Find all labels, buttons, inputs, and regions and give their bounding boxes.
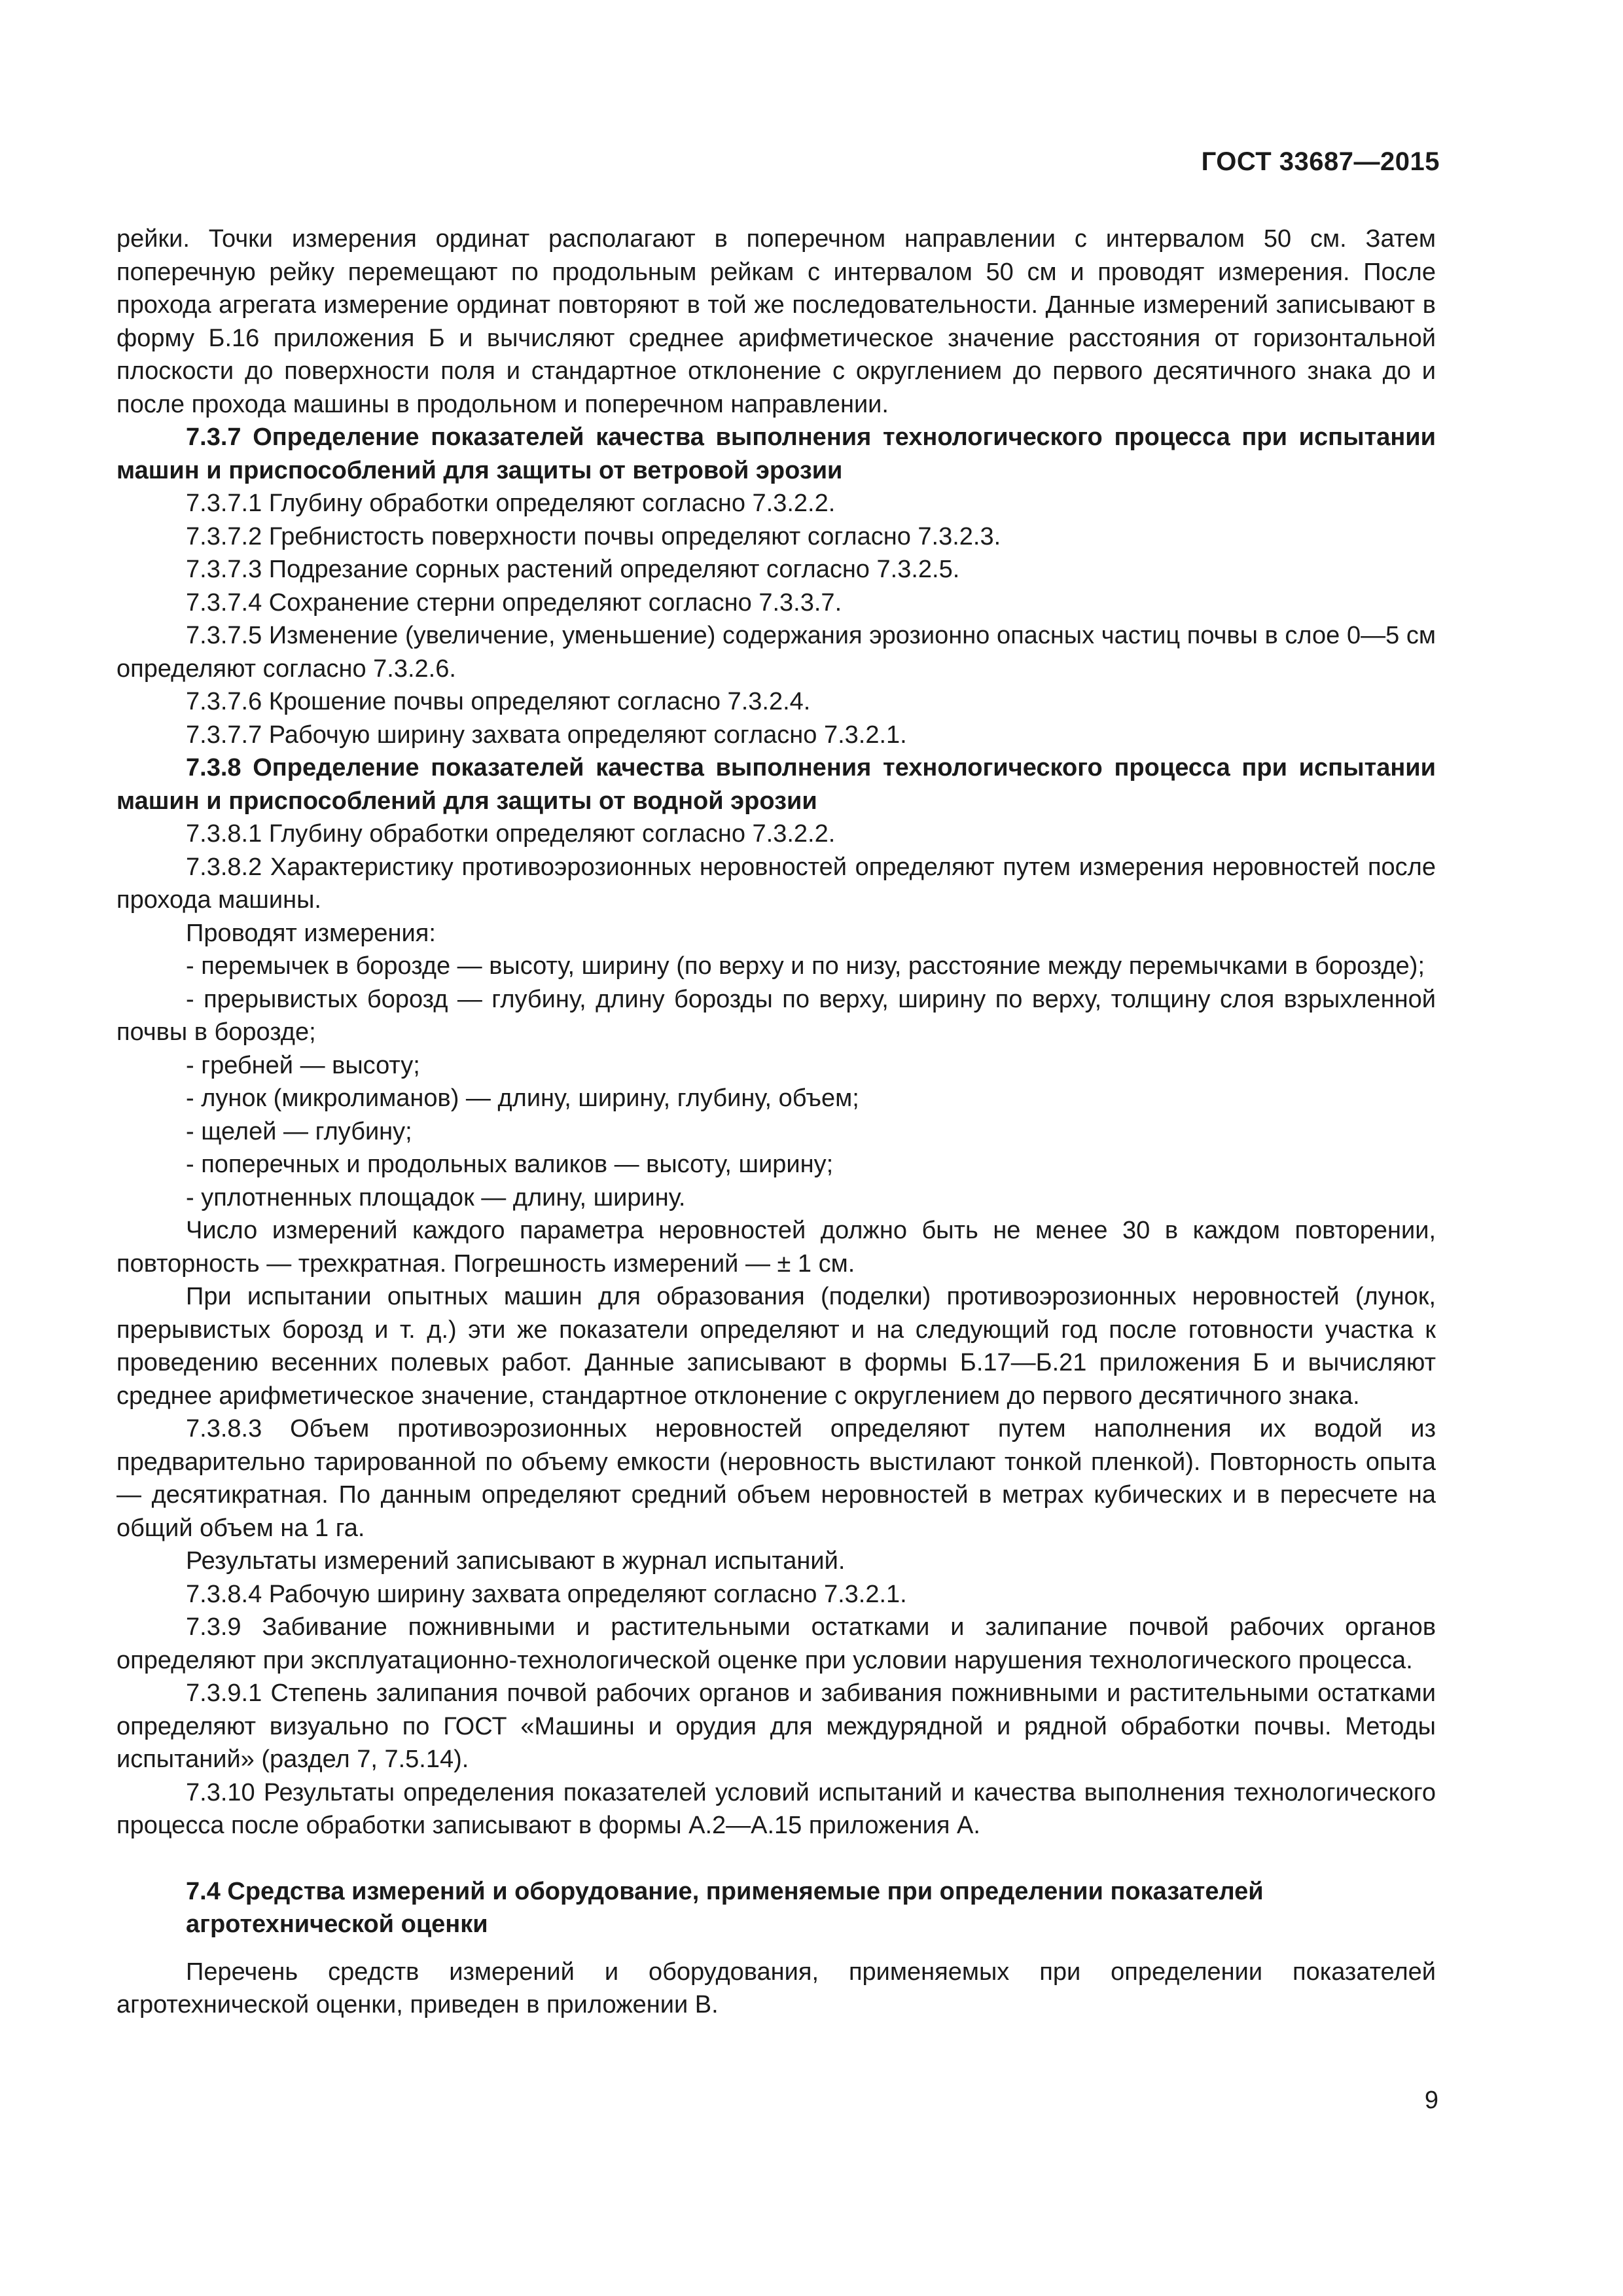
paragraph: 7.3.8.4 Рабочую ширину захвата определяют согласно 7.3.2.1. (186, 1580, 907, 1608)
paragraph: Проводят измерения: (186, 919, 436, 947)
paragraph: 7.3.7.3 Подрезание сорных растений определяют согласно 7.3.2.5. (186, 556, 960, 583)
standard-header: ГОСТ 33687—2015 (1201, 147, 1440, 176)
paragraph: 7.3.10 Результаты определения показателей условий испытаний и качества выполнения технологического процесса после обработки записывают в формы А.2—А.15 приложения А. (116, 1778, 1436, 1839)
paragraph: Результаты измерений записывают в журнал испытаний. (186, 1547, 846, 1575)
paragraph: 7.3.8.2 Характеристику противоэрозионных неровностей определяют путем измерения неровностей после прохода машины. (116, 853, 1436, 914)
list-item: - перемычек в борозде — высоту, ширину (по верху и по низу, расстояние между перемычками в борозде); (186, 952, 1425, 980)
paragraph: 7.3.8.3 Объем противоэрозионных неровностей определяют путем наполнения их водой из предварительно тарированной по объему емкости (неровность выстилают тонкой пленкой). Повторность опыта — десятикратная. По данным определяют средний объем неровностей в метрах кубических и в пересчете на общий объем на 1 га. (116, 1415, 1436, 1542)
list-item: - уплотненных площадок — длину, ширину. (186, 1183, 686, 1211)
page-number: 9 (1424, 2087, 1438, 2114)
list-item: - лунок (микролиманов) — длину, ширину, глубину, объем; (186, 1085, 859, 1112)
list-item: - гребней — высоту; (186, 1051, 420, 1079)
paragraph: 7.3.7.7 Рабочую ширину захвата определяют согласно 7.3.2.1. (186, 721, 907, 749)
section-heading-7-4: 7.4 Средства измерений и оборудование, применяемые при определении показателей агротехнической оценки (186, 1877, 1264, 1938)
paragraph: 7.3.9.1 Степень залипания почвой рабочих органов и забивания пожнивными и растительными остатками определяют визуально по ГОСТ «Машины и орудия для междурядной и рядной обработки почвы. Методы испытаний» (раздел 7, 7.5.14). (116, 1679, 1436, 1773)
section-heading-7-3-8: 7.3.8 Определение показателей качества выполнения технологического процесса при испытании машин и приспособлений для защиты от водной эрозии (116, 754, 1436, 815)
section-heading-7-3-7: 7.3.7 Определение показателей качества выполнения технологического процесса при испытании машин и приспособлений для защиты от ветровой эрозии (116, 423, 1436, 484)
paragraph: 7.3.9 Забивание пожнивными и растительными остатками и залипание почвой рабочих органов определяют при эксплуатационно-технологической оценке при условии нарушения технологического процесса. (116, 1613, 1436, 1674)
paragraph: 7.3.7.4 Сохранение стерни определяют согласно 7.3.3.7. (186, 588, 842, 617)
paragraph: 7.3.7.6 Крошение почвы определяют согласно 7.3.2.4. (186, 688, 811, 715)
paragraph: 7.3.7.2 Гребнистость поверхности почвы определяют согласно 7.3.2.3. (186, 522, 1001, 550)
list-item: - щелей — глубину; (186, 1117, 412, 1145)
paragraph: 7.3.7.1 Глубину обработки определяют согласно 7.3.2.2. (186, 490, 836, 517)
document-body (116, 223, 1436, 2022)
paragraph: рейки. Точки измерения ординат располагают в поперечном направлении с интервалом 50 см. Затем поперечную рейку перемещают по продольным рейкам с интервалом 50 см и проводят измерения. После прохода агрегата измерение ординат повторяют в той же последовательности. Данные измерений записывают в форму Б.16 приложения Б и вычисляют среднее арифметическое значение расстояния от горизонтальной плоскости до поверхности поля и стандартное отклонение с округлением до первого десятичного знака до и после прохода машины в продольном и поперечном направлении. (116, 225, 1436, 418)
paragraph: Перечень средств измерений и оборудования, применяемых при определении показателей агротехнической оценки, приведен в приложении В. (116, 1958, 1436, 2018)
list-item: - поперечных и продольных валиков — высоту, ширину; (186, 1151, 834, 1178)
paragraph: При испытании опытных машин для образования (поделки) противоэрозионных неровностей (лунок, прерывистых борозд и т. д.) эти же показатели определяют и на следующий год после готовности участка к проведению весенних полевых работ. Данные записывают в формы Б.17—Б.21 приложения Б и вычисляют среднее арифметическое значение, стандартное отклонение с округлением до первого десятичного знака. (116, 1283, 1436, 1410)
paragraph: 7.3.8.1 Глубину обработки определяют согласно 7.3.2.2. (186, 820, 836, 848)
paragraph: Число измерений каждого параметра неровностей должно быть не менее 30 в каждом повторении, повторность — трехкратная. Погрешность измерений — ± 1 см. (116, 1217, 1436, 1278)
paragraph: 7.3.7.5 Изменение (увеличение, уменьшение) содержания эрозионно опасных частиц почвы в слое 0—5 см определяют согласно 7.3.2.6. (116, 622, 1436, 683)
list-item: - прерывистых борозд — глубину, длину борозды по верху, ширину по верху, толщину слоя взрыхленной почвы в борозде; (116, 985, 1436, 1046)
